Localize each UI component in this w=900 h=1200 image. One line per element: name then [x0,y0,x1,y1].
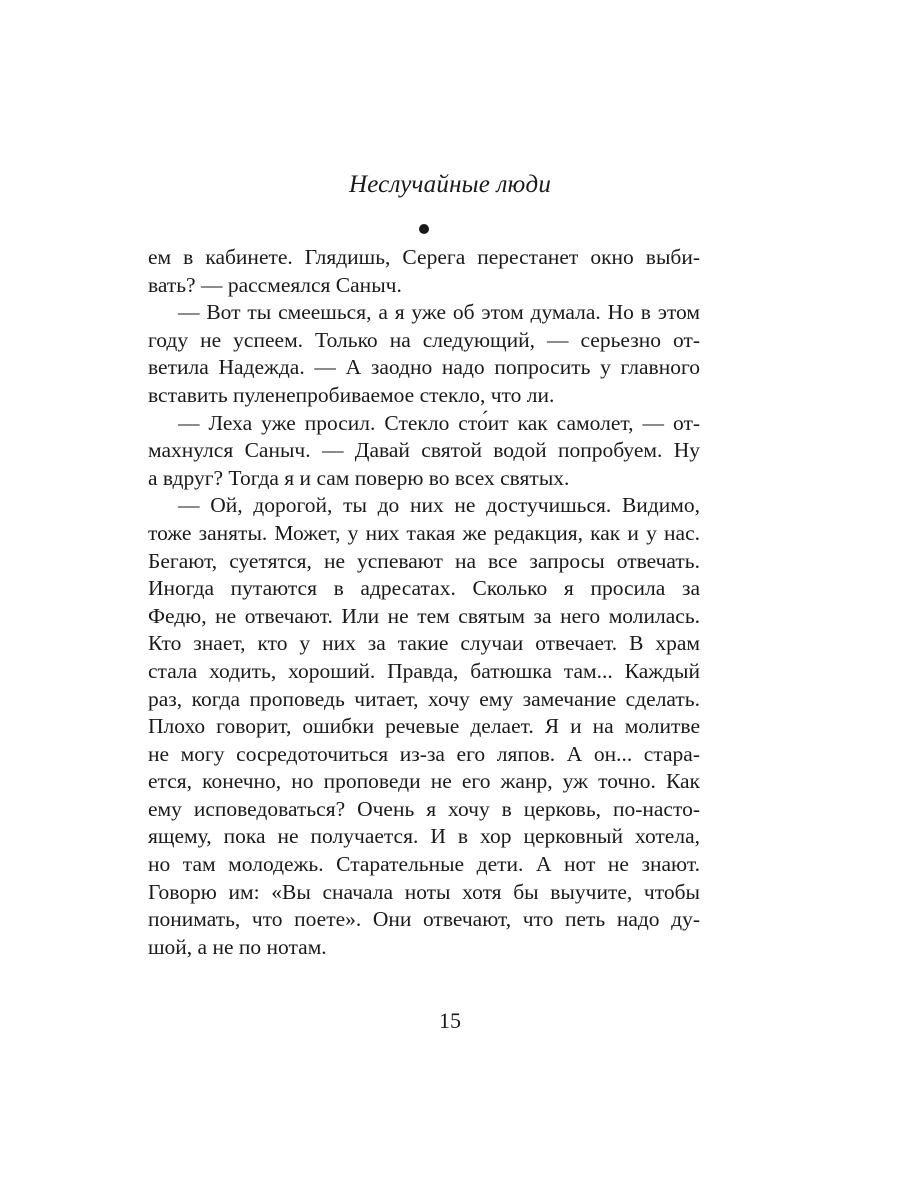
text-line: вставить пуленепробиваемое стекло, что ли. [148,382,555,407]
text-line: не могу сосредоточиться из-за его ляпов. А он... стара- [148,741,700,766]
text-line: Бегают, суетятся, не успевают на все запросы отвечать. [148,548,700,573]
text-line: понимать, что поете». Они отвечают, что петь надо ду- [148,907,700,932]
text-line: ем в кабинете. Глядишь, Серега перестанет окно выби- [148,245,700,269]
text-line: раз, когда проповедь читает, хочу ему замечание сделать. [148,686,700,711]
text-line: — Вот ты смеешься, а я уже об этом думала. Но в этом [178,300,700,325]
text-line: ящему, пока не получается. И в хор церковный хотела, [148,824,700,849]
text-line: — Леха уже просил. Стекло сто́ит как самолет, — от- [178,410,700,435]
text-line: шой, а не по нотам. [148,934,327,959]
text-line: Федю, не отвечают. Или не тем святым за него молилась. [148,603,700,628]
text-line: году не успеем. Только на следующий, — серьезно от- [148,327,700,352]
text-line: Кто знает, кто у них за такие случаи отвечает. В храм [148,631,700,656]
text-line: вать? — рассмеялся Саныч. [148,272,402,297]
text-line: стала ходить, хороший. Правда, батюшка там... Каждый [148,658,700,683]
text-line: ется, конечно, но проповеди не его жанр, уж точно. Как [148,769,700,794]
text-line: ветила Надежда. — А заодно надо попросить у главного [148,355,700,380]
text-line: но там молодежь. Старательные дети. А нот не знают. [148,852,700,877]
text-line: — Ой, дорогой, ты до них не достучишься. Видимо, [178,493,700,518]
text-line: ему исповедоваться? Очень я хочу в церковь, по-насто- [148,796,700,821]
text-line: тоже заняты. Может, у них такая же редакция, как и у нас. [148,520,700,545]
body-text [148,244,700,961]
bullet-ornament-icon [419,224,429,234]
page-number: 15 [439,1008,461,1033]
text-line: махнулся Саныч. — Давай святой водой попробуем. Ну [148,438,700,463]
text-line: Говорю им: «Вы сначала ноты хотя бы выучите, чтобы [148,879,700,904]
text-line: Иногда путаются в адресатах. Сколько я просила за [148,576,700,601]
running-head: Неслучайные люди [348,171,552,198]
text-line: Плохо говорит, ошибки речевые делает. Я и на молитве [148,714,700,739]
text-line: а вдруг? Тогда я и сам поверю во всех святых. [148,465,570,490]
